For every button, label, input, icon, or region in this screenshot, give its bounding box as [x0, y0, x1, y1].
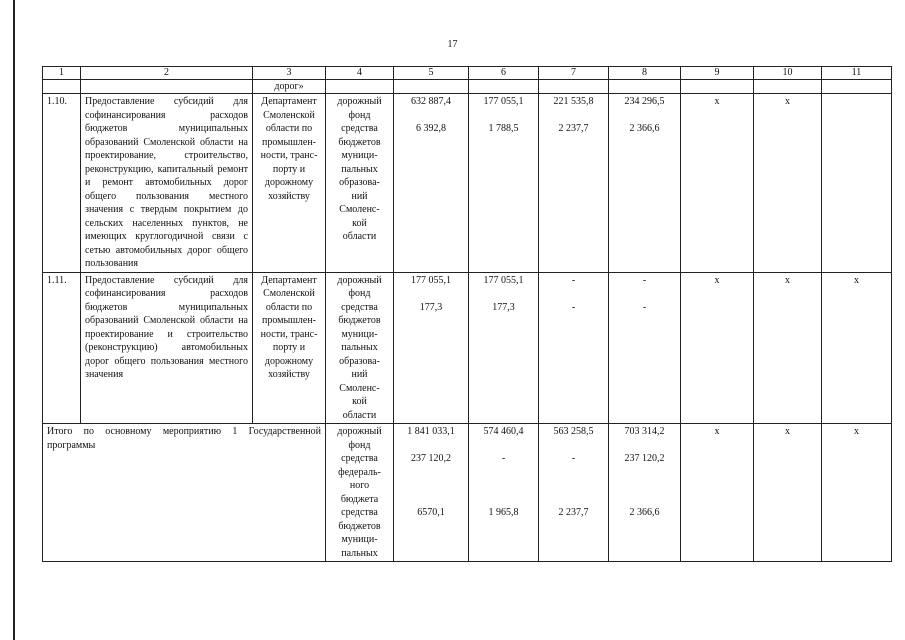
row-executor: Департамент Смоленской области по промышлен- ности, транс- порту и дорожному хозяйству [253, 94, 326, 273]
amount-year-1: 177 055,1 1 788,5 [469, 94, 539, 273]
col11-mark: x [822, 424, 892, 562]
total-year-2: 563 258,5 - 2 237,7 [539, 424, 609, 562]
col10-mark: x [754, 94, 822, 273]
table-row [43, 272, 892, 424]
header-cell: 2 [81, 67, 253, 80]
amount-year-2: - - [539, 272, 609, 424]
total-funding-source: дорожный фонд средства федераль- ного бюджета средства бюджетов муници- пальных [326, 424, 394, 562]
table-row [43, 94, 892, 273]
header-cell: 5 [394, 67, 469, 80]
continuation-text: дорог» [253, 80, 326, 94]
amount-year-1: 177 055,1 177,3 [469, 272, 539, 424]
total-year-1: 574 460,4 - 1 965,8 [469, 424, 539, 562]
col9-mark: x [681, 94, 754, 273]
header-cell: 1 [43, 67, 81, 80]
col9-mark: x [681, 424, 754, 562]
total-label: Итого по основному мероприятию 1 Государственной программы [43, 424, 326, 562]
continuation-row [43, 80, 892, 94]
header-cell: 10 [754, 67, 822, 80]
col11-mark: x [822, 272, 892, 424]
row-executor: Департамент Смоленской области по промышлен- ности, транс- порту и дорожному хозяйству [253, 272, 326, 424]
header-cell: 3 [253, 67, 326, 80]
row-number: 1.11. [43, 272, 81, 424]
col10-mark: x [754, 424, 822, 562]
amount-total: 632 887,4 6 392,8 [394, 94, 469, 273]
page-number: 17 [447, 39, 458, 50]
header-cell: 11 [822, 67, 892, 80]
row-description: Предоставление субсидий для софинансирования расходов бюджетов муниципальных образований Смоленской области на проектирование и строительство (реконструкцию) автомобильных дорог общего пользования местного значения [81, 272, 253, 424]
total-row [43, 424, 892, 562]
amount-year-2: 221 535,8 2 237,7 [539, 94, 609, 273]
header-cell: 6 [469, 67, 539, 80]
amount-year-3: - - [609, 272, 681, 424]
col10-mark: x [754, 272, 822, 424]
row-funding-source: дорожный фонд средства бюджетов муници- пальных образова- ний Смоленс- кой области [326, 94, 394, 273]
header-cell: 9 [681, 67, 754, 80]
row-description: Предоставление субсидий для софинансирования расходов бюджетов муниципальных образований Смоленской области на проектирование, строительство, реконструкцию, капитальный ремонт и ремонт автомобильных дорог общего пользования местного значения с твердым покрытием до сельских населенных пунктов, не имеющих круглогодичной связи с сетью автомобильных дорог общего пользования [81, 94, 253, 273]
column-number-header [43, 67, 892, 80]
total-year-3: 703 314,2 237 120,2 2 366,6 [609, 424, 681, 562]
amount-year-3: 234 296,5 2 366,6 [609, 94, 681, 273]
amount-total: 177 055,1 177,3 [394, 272, 469, 424]
col9-mark: x [681, 272, 754, 424]
col11-mark [822, 94, 892, 273]
header-cell: 7 [539, 67, 609, 80]
binding-margin-line [13, 0, 15, 640]
header-cell: 4 [326, 67, 394, 80]
total-amount: 1 841 033,1 237 120,2 6570,1 [394, 424, 469, 562]
row-funding-source: дорожный фонд средства бюджетов муници- пальных образова- ний Смоленс- кой области [326, 272, 394, 424]
row-number: 1.10. [43, 94, 81, 273]
header-cell: 8 [609, 67, 681, 80]
financing-table [42, 66, 892, 562]
